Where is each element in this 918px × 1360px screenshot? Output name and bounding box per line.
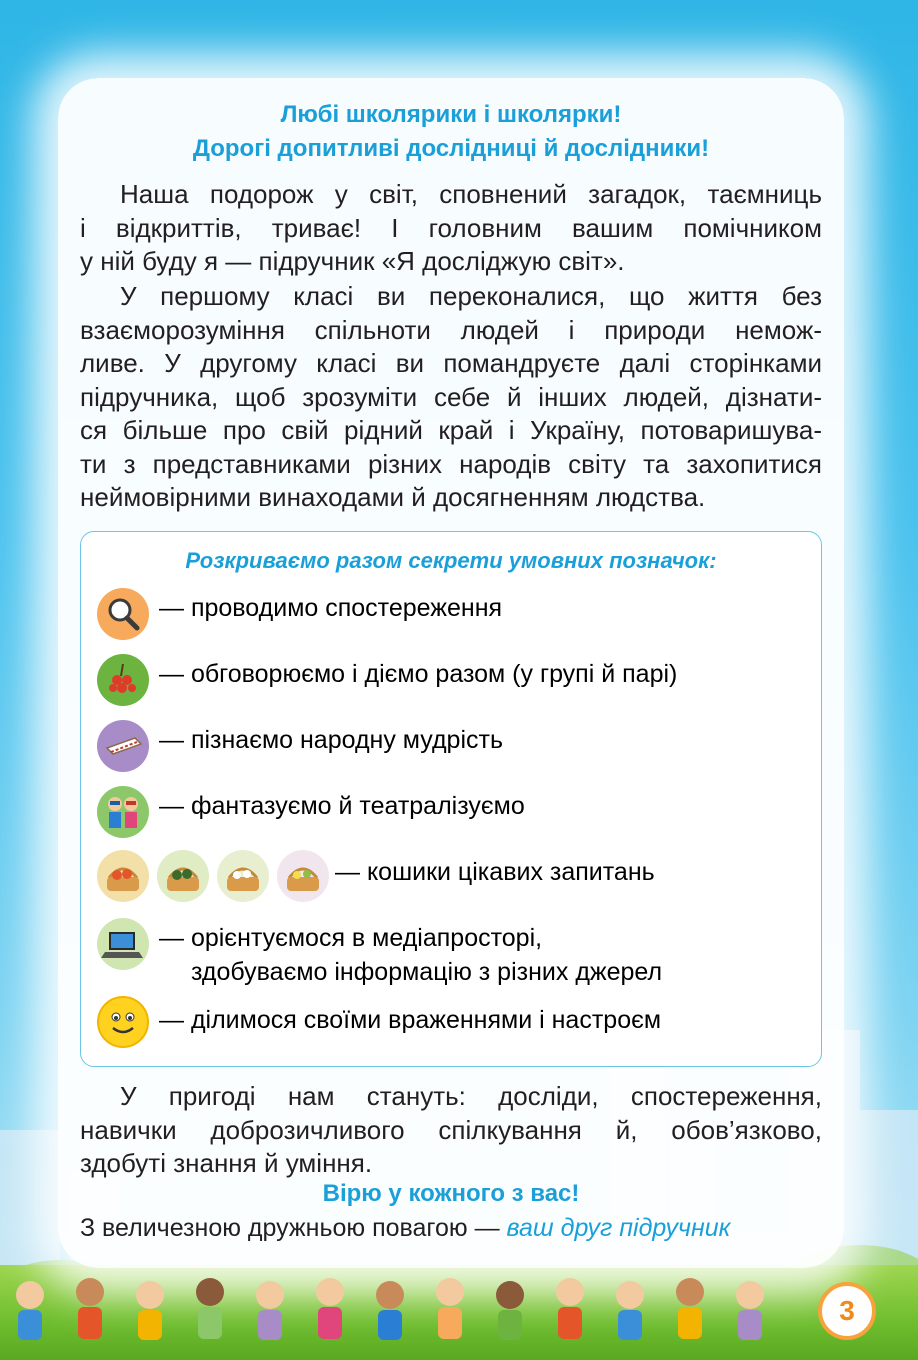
text-line: У пригоді нам стануть: досліди, спостереження, [120,1081,822,1111]
text-line: підручника, щоб зрозуміти себе й інших людей, дізнати- [80,381,822,412]
magnifier-icon [97,588,149,640]
text-line: У першому класі ви переконалися, що життя без [120,281,822,311]
basket-icon [217,850,269,902]
basket-icon [157,850,209,902]
legend-box [80,531,822,1067]
legend-item-media-line2: здобуваємо інформацію з різних джерел [191,958,663,986]
legend-title: Розкриваємо разом секрети умовних позначок: [185,548,717,573]
signature-text: З величезною дружньою повагою — [80,1214,507,1242]
page-number: 3 [818,1282,876,1340]
text-line: ти з представниками різних народів світу та захопитися [80,448,822,479]
intro-paragraph-1 [80,178,822,279]
theater-kids-icon [97,786,149,838]
signature-author: ваш друг підручник [506,1214,731,1242]
text-line: Наша подорож у світ, сповнений загадок, таємниць [120,179,822,209]
outro-paragraph [80,1080,822,1181]
intro-paragraph-2 [80,280,822,515]
smiley-icon [97,996,149,1048]
signature [80,1214,822,1243]
legend-item-group-work: — обговорюємо і діємо разом (у групі й парі) [159,660,678,688]
text-line: і відкриттів, триває! І головним вашим помічником [80,212,822,243]
closing-line: Вірю у кожного з вас! [322,1180,580,1207]
text-line: навички доброзичливого спілкування й, обов’язково, [80,1114,822,1145]
children-illustration [0,1270,810,1360]
legend-item-observe: — проводимо спостереження [159,594,503,622]
legend-item-baskets: — кошики цікавих запитань [335,858,655,886]
text-line: здобуті знання й уміння. [80,1148,373,1178]
text-line: у ній буду я — підручник «Я досліджую світ». [80,246,625,276]
embroidered-towel-icon [97,720,149,772]
basket-icon [97,850,149,902]
legend-item-theater: — фантазуємо й театралізуємо [159,792,525,820]
text-line: ся більше про свій рідний край і Україну, потоваришува- [80,415,822,445]
rowan-berries-icon [97,654,149,706]
legend-item-share: — ділимося своїми враженнями і настроєм [159,1006,662,1034]
text-line: неймовірними винаходами й досягненням людства. [80,482,706,512]
laptop-icon [97,918,149,970]
text-line: ливе. У другому класі ви помандруєте далі сторінками [80,348,822,378]
greeting-line-1: Любі школярики і школярки! [280,101,622,128]
text-line: взаєморозуміння спільноти людей і природи немож- [80,314,822,345]
basket-icon [277,850,329,902]
legend-item-folk-wisdom: — пізнаємо народну мудрість [159,726,503,754]
legend-item-media: — орієнтуємося в медіапросторі, [159,924,543,952]
greeting-line-2: Дорогі допитливі дослідниці й дослідники! [192,135,710,162]
